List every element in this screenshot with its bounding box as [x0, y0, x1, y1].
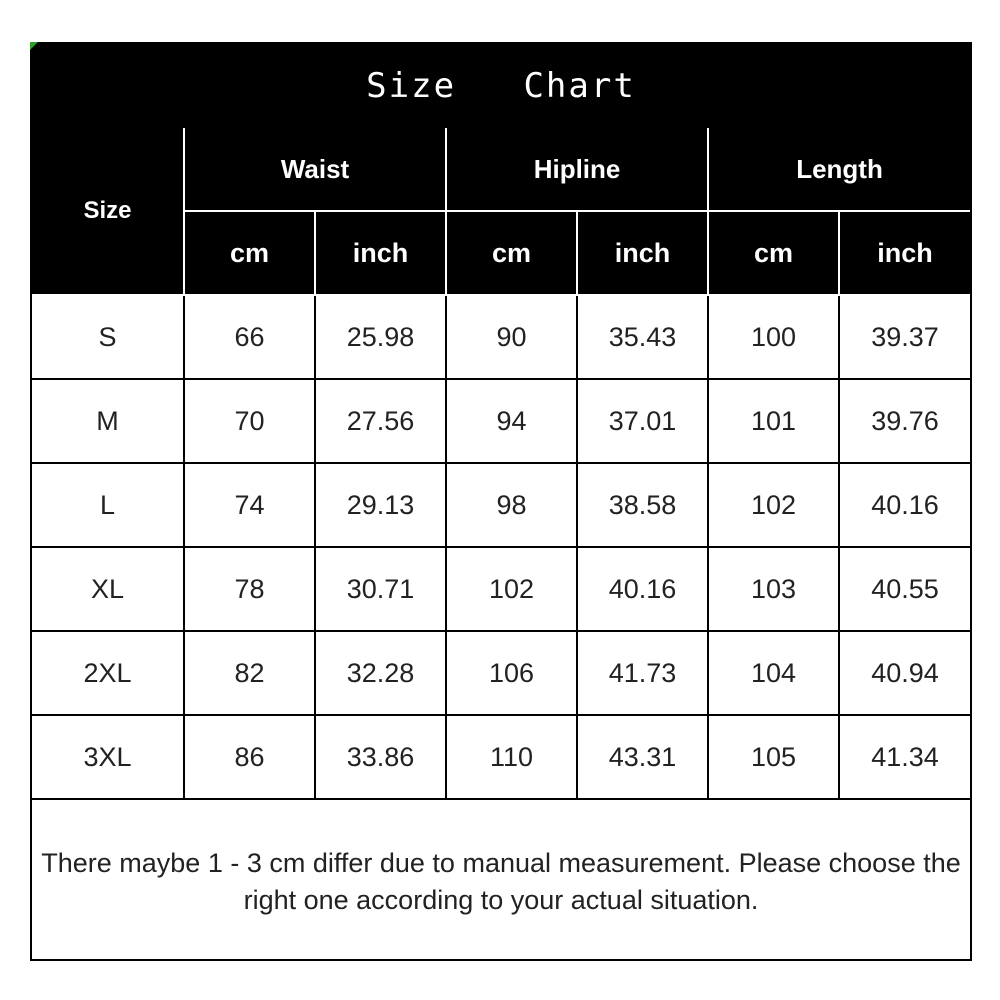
measurement-cell: 37.01	[577, 379, 708, 463]
measurement-cell: 102	[446, 547, 577, 631]
unit-header: inch	[839, 211, 970, 295]
measurement-cell: 29.13	[315, 463, 446, 547]
hipline-header: Hipline	[446, 128, 708, 211]
table-row	[32, 715, 970, 799]
measurement-cell: 40.16	[577, 547, 708, 631]
unit-header: cm	[184, 211, 315, 295]
table-row	[32, 547, 970, 631]
table-row	[32, 631, 970, 715]
measurement-cell: 90	[446, 295, 577, 379]
measurement-cell: 27.56	[315, 379, 446, 463]
measurement-cell: 39.37	[839, 295, 970, 379]
measurement-cell: 78	[184, 547, 315, 631]
measurement-cell: 43.31	[577, 715, 708, 799]
table-row	[32, 295, 970, 379]
measurement-cell: 101	[708, 379, 839, 463]
size-cell: XL	[32, 547, 184, 631]
length-header: Length	[708, 128, 970, 211]
measurement-cell: 94	[446, 379, 577, 463]
unit-header: cm	[708, 211, 839, 295]
size-table	[32, 128, 970, 800]
measurement-cell: 98	[446, 463, 577, 547]
measurement-cell: 102	[708, 463, 839, 547]
chart-title: Size Chart	[32, 44, 970, 128]
size-cell: L	[32, 463, 184, 547]
measurement-cell: 35.43	[577, 295, 708, 379]
table-row	[32, 379, 970, 463]
measurement-cell: 32.28	[315, 631, 446, 715]
size-cell: S	[32, 295, 184, 379]
size-cell: M	[32, 379, 184, 463]
size-column-header: Size	[32, 128, 184, 295]
measurement-cell: 41.73	[577, 631, 708, 715]
measurement-cell: 105	[708, 715, 839, 799]
corner-accent	[30, 42, 38, 50]
measurement-cell: 40.94	[839, 631, 970, 715]
measurement-cell: 104	[708, 631, 839, 715]
measurement-cell: 82	[184, 631, 315, 715]
measurement-cell: 74	[184, 463, 315, 547]
measurement-cell: 40.55	[839, 547, 970, 631]
measurement-cell: 40.16	[839, 463, 970, 547]
table-body	[32, 295, 970, 799]
measurement-cell: 110	[446, 715, 577, 799]
measurement-cell: 66	[184, 295, 315, 379]
unit-header: inch	[315, 211, 446, 295]
measurement-cell: 33.86	[315, 715, 446, 799]
unit-header: inch	[577, 211, 708, 295]
measurement-cell: 100	[708, 295, 839, 379]
measurement-cell: 41.34	[839, 715, 970, 799]
measurement-cell: 39.76	[839, 379, 970, 463]
table-row	[32, 463, 970, 547]
measurement-cell: 86	[184, 715, 315, 799]
measurement-cell: 25.98	[315, 295, 446, 379]
size-cell: 3XL	[32, 715, 184, 799]
measurement-cell: 38.58	[577, 463, 708, 547]
waist-header: Waist	[184, 128, 446, 211]
measurement-note: There maybe 1 - 3 cm differ due to manual measurement. Please choose the right one according to your actual situation.	[41, 847, 961, 915]
measurement-cell: 106	[446, 631, 577, 715]
size-cell: 2XL	[32, 631, 184, 715]
measurement-cell: 103	[708, 547, 839, 631]
measurement-cell: 30.71	[315, 547, 446, 631]
unit-header: cm	[446, 211, 577, 295]
size-chart	[30, 42, 972, 961]
measurement-cell: 70	[184, 379, 315, 463]
